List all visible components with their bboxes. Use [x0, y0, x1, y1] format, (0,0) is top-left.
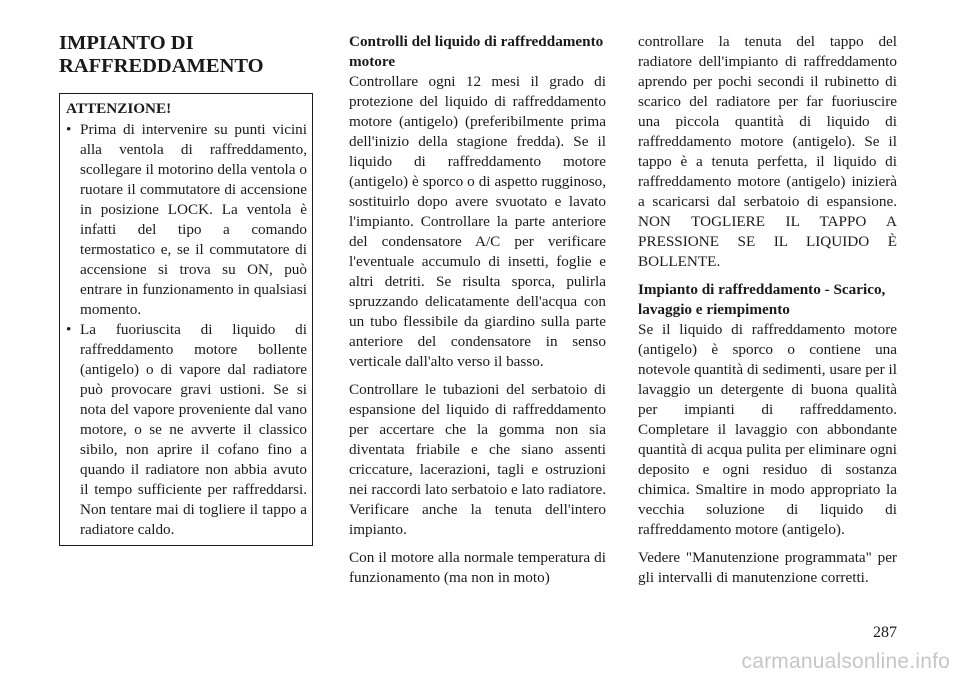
watermark: carmanualsonline.info — [741, 650, 950, 673]
bullet-icon: • — [66, 121, 72, 138]
section-title: IMPIANTO DI RAFFREDDAMENTO — [59, 32, 264, 77]
right-column — [638, 32, 897, 596]
coolant-check-paragraph-continued: controllare la tenuta del tappo del radiatore dell'impianto di raffreddamento aprendo per pochi secondi il rubinetto di scarico del radiatore per far fuoriuscire una piccola quantità di liquido di raffreddamento motore (antigelo). Se il tappo è a tenuta perfetta, il liquido di raffreddamento motore (antigelo) inizierà a scaricarsi dal serbatoio di espansione. NON TOGLIERE IL TAPPO A PRESSIONE SE IL LIQUIDO È BOLLENTE. — [638, 33, 897, 270]
warning-item-text: Prima di intervenire su punti vicini alla ventola di raffreddamento, scollegare il motorino della ventola o ruotare il commutatore di accensione in posizione LOCK. La ventola è infatti del tipo a comando termostatico e, se il commutatore di accensione si trova su ON, può entrare in funzionamento in qualsiasi momento. — [80, 121, 307, 318]
warning-box — [59, 93, 313, 546]
coolant-check-paragraph: Con il motore alla normale temperatura di funzionamento (ma non in moto) — [349, 549, 606, 586]
bullet-icon: • — [66, 321, 72, 338]
left-column — [59, 32, 313, 546]
coolant-check-paragraph: Controllare ogni 12 mesi il grado di protezione del liquido di raffreddamento motore (antigelo) (preferibilmente prima dell'inizio della stagione fredda). Se il liquido di raffreddamento motore (antigelo) è sporco o di aspetto rugginoso, sostituirlo dopo avere svuotato e lavato l'impianto. Controllare la parte anteriore del condensatore A/C per verificare l'eventuale accumulo di insetti, foglie e altri detriti. Se risulta sporca, pulirla spruzzando delicatamente dell'acqua con un tubo flessibile da giardino sulla parte anteriore del condensatore in senso verticale dall'alto verso il basso. — [349, 73, 606, 370]
coolant-check-heading: Controlli del liquido di raffreddamento motore — [349, 33, 604, 70]
middle-column — [349, 32, 606, 596]
warning-item-text: La fuoriuscita di liquido di raffreddamento motore bollente (antigelo) o di vapore dal radiatore può provocare gravi ustioni. Se si nota del vapore proveniente dal vano motore, o se ne avverte il classico sibilo, non aprire il cofano fino a quando il radiatore non abbia avuto il tempo sufficiente per raffreddarsi. Non tentare mai di togliere il tappo a radiatore caldo. — [80, 321, 307, 538]
page-number: 287 — [873, 624, 897, 641]
flush-fill-paragraph: Se il liquido di raffreddamento motore (antigelo) è sporco o contiene una notevole quantità di sedimenti, usare per il lavaggio un detergente di buona qualità per impianti di raffreddamento. Completare il lavaggio con abbondante quantità di acqua pulita per eliminare ogni deposito e ogni residuo di sostanza chimica. Smaltire in modo appropriato la vecchia soluzione di liquido di raffreddamento motore (antigelo). — [638, 321, 897, 538]
flush-fill-heading: Impianto di raffreddamento - Scarico, lavaggio e riempimento — [638, 281, 886, 318]
flush-fill-paragraph: Vedere "Manutenzione programmata" per gli intervalli di manutenzione corretti. — [638, 549, 897, 586]
warning-list — [66, 120, 307, 540]
warning-title: ATTENZIONE! — [66, 100, 172, 117]
coolant-check-paragraph: Controllare le tubazioni del serbatoio di espansione del liquido di raffreddamento per accertare che la gomma non sia diventata friabile e che siano assenti criccature, lacerazioni, tagli e ostruzioni nei raccordi lato serbatoio e lato radiatore. Verificare anche la tenuta dell'intero impianto. — [349, 381, 606, 538]
warning-item — [66, 120, 307, 320]
warning-item — [66, 320, 307, 540]
